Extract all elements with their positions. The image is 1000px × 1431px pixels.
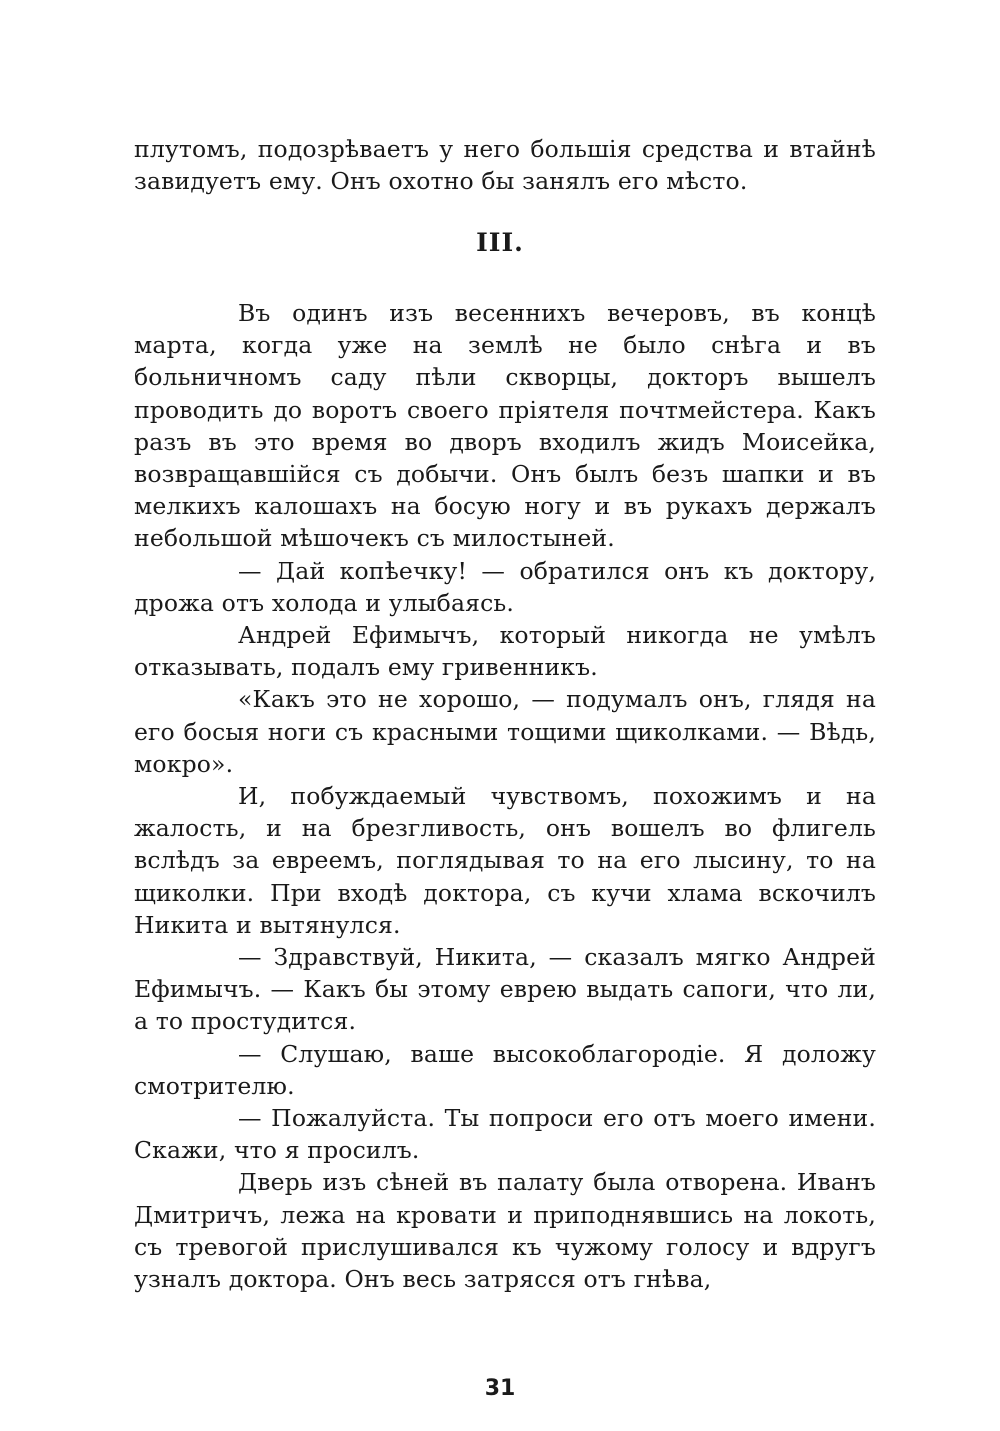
paragraph: — Пожалуйста. Ты попроси его отъ моего имени. Скажи, что я просилъ.: [134, 1104, 876, 1165]
paragraph: Дверь изъ сѣней въ палату была отворена. Иванъ Дмитричъ, лежа на кровати и приподнявшись на локоть, съ тревогой прислушивался къ чужому голосу и вдругъ узналъ доктора. Онъ весь затрясся отъ гнѣва,: [134, 1168, 876, 1294]
paragraph: «Какъ это не хорошо, — подумалъ онъ, глядя на его босыя ноги съ красными тощими щиколками. — Вѣдь, мокро».: [134, 685, 876, 778]
chapter-body: [134, 297, 876, 1295]
paragraph: И, побуждаемый чувствомъ, похожимъ и на жалость, и на брезгливость, онъ вошелъ во флигель вслѣдъ за евреемъ, поглядывая то на его лысину, то на щиколки. При входѣ доктора, съ кучи хлама вскочилъ Никита и вытянулся.: [134, 782, 876, 939]
chapter-heading: III.: [476, 228, 524, 257]
paragraph: — Слушаю, ваше высокоблагородіе. Я доложу смотрителю.: [134, 1039, 876, 1100]
paragraph: Андрей Ефимычъ, который никогда не умѣлъ отказывать, подалъ ему гривенникъ.: [134, 621, 876, 682]
paragraph: Въ одинъ изъ весеннихъ вечеровъ, въ концѣ марта, когда уже на землѣ не было снѣга и въ больничномъ саду пѣли скворцы, докторъ вышелъ проводить до воротъ своего пріятеля почтмейстера. Какъ разъ въ это время во дворъ входилъ жидъ Моисейка, возвращавшійся съ добычи. Онъ былъ безъ шапки и въ мелкихъ калошахъ на босую ногу и въ рукахъ держалъ небольшой мѣшочекъ съ милостыней.: [134, 299, 876, 553]
paragraph: — Здравствуй, Никита, — сказалъ мягко Андрей Ефимычъ. — Какъ бы этому еврею выдать сапоги, что ли, а то простудится.: [134, 943, 876, 1036]
continuation-text: [134, 133, 876, 197]
paragraph: плутомъ, подозрѣваетъ у него большія средства и втайнѣ завидуетъ ему. Онъ охотно бы занялъ его мѣсто.: [134, 135, 876, 196]
paragraph: — Дай копѣечку! — обратился онъ къ доктору, дрожа отъ холода и улыбаясь.: [134, 556, 876, 617]
page-number: 31: [484, 1376, 516, 1401]
